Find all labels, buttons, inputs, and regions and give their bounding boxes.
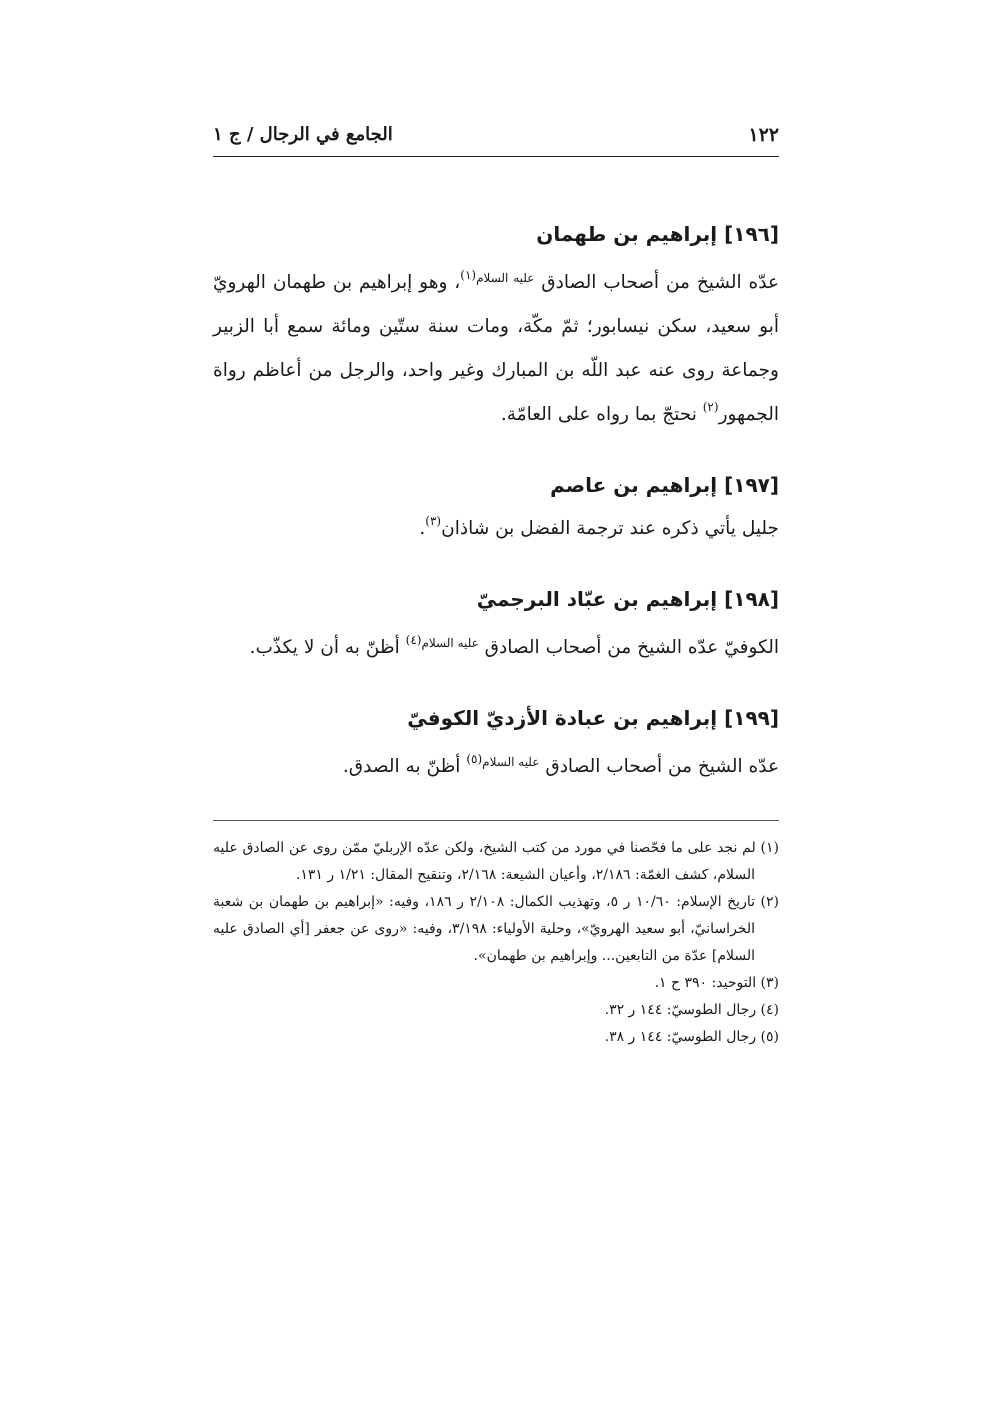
footnote-ref[interactable]: (٤) (405, 633, 422, 647)
honorific-mark: عليه السلام (421, 636, 479, 650)
honorific-mark: عليه السلام (476, 271, 535, 285)
running-header (213, 120, 779, 157)
text-run: نحتجّ بما رواه على العامّة. (500, 404, 703, 425)
entry-heading: [١٩٩] إبراهيم بن عبادة الأزديّ الكوفيّ (407, 706, 779, 730)
entry-198 (213, 577, 779, 670)
text-run: . (419, 518, 426, 539)
footnotes (213, 835, 779, 1051)
text-run: أظنّ به الصدق. (342, 756, 467, 777)
entry-heading: [١٩٨] إبراهيم بن عبّاد البرجميّ (476, 587, 779, 611)
page-number: ١٢٢ (748, 124, 779, 146)
entry-body (213, 256, 779, 437)
footnote-ref[interactable]: (١) (460, 268, 477, 282)
footnote-2: (٢) تاريخ الإسلام: ١٠/٦٠ ر ٥، وتهذيب الكمال: ٢/١٠٨ ر ١٨٦، وفيه: «إبراهيم بن طهمان بن شعبة الخراسانيّ، أبو سعيد الهرويّ»، وحلية الأولياء: ٣/١٩٨، وفيه: «روى عن جعفر [أي الصادق عليه السلام] عدّة من التابعين... وإبراهيم بن طهمان». (213, 894, 779, 964)
text-run: عدّه الشيخ من أصحاب الصادق (539, 756, 779, 777)
text-run: الكوفيّ عدّه الشيخ من أصحاب الصادق (478, 637, 779, 658)
text-run: جليل يأتي ذكره عند ترجمة الفضل بن شاذان (441, 518, 779, 539)
entry-199 (213, 696, 779, 789)
text-run: عدّه الشيخ من أصحاب الصادق (534, 272, 779, 293)
book-title: الجامع في الرجال / ج ١ (213, 124, 393, 145)
text-run: ، وهو إبراهيم بن طهمان الهرويّ أبو سعيد، سكن نيسابور؛ ثمّ مكّة، ومات سنة ستّين ومائة سمع أبا الزبير وجماعة روى عنه عبد اللّه بن المبارك وغير واحد، والرجل من أعاظم رواة الجمهور (213, 272, 779, 425)
honorific-mark: عليه السلام (482, 755, 540, 769)
text-run: أظنّ به أن لا يكذّب. (249, 637, 406, 658)
footnote-4: (٤) رجال الطوسيّ: ١٤٤ ر ٣٢. (604, 1002, 779, 1018)
entry-body (213, 507, 779, 551)
entries (213, 212, 779, 815)
footnote-1: (١) لم نجد على ما فحّصنا في مورد من كتب الشيخ، ولكن عدّه الإربليّ ممّن روى عن الصادق عليه السلام، كشف الغمّة: ٢/١٨٦، وأعيان الشيعة: ٢/١٦٨، وتنقيح المقال: ١/٢١ ر ١٣١. (213, 840, 779, 883)
footnote-divider (213, 820, 779, 821)
entry-body (213, 740, 779, 789)
footnote-3: (٣) التوحيد: ٣٩٠ ح ١. (654, 975, 779, 991)
entry-196 (213, 212, 779, 437)
entry-body (213, 621, 779, 670)
entry-heading: [١٩٧] إبراهيم بن عاصم (550, 473, 779, 497)
book-page (213, 0, 779, 1403)
footnote-5: (٥) رجال الطوسيّ: ١٤٤ ر ٣٨. (604, 1029, 779, 1045)
footnote-ref[interactable]: (٢) (702, 400, 719, 414)
footnote-ref[interactable]: (٥) (466, 752, 483, 766)
entry-heading: [١٩٦] إبراهيم بن طهمان (536, 222, 779, 246)
entry-197 (213, 463, 779, 551)
footnote-ref[interactable]: (٣) (425, 514, 442, 528)
